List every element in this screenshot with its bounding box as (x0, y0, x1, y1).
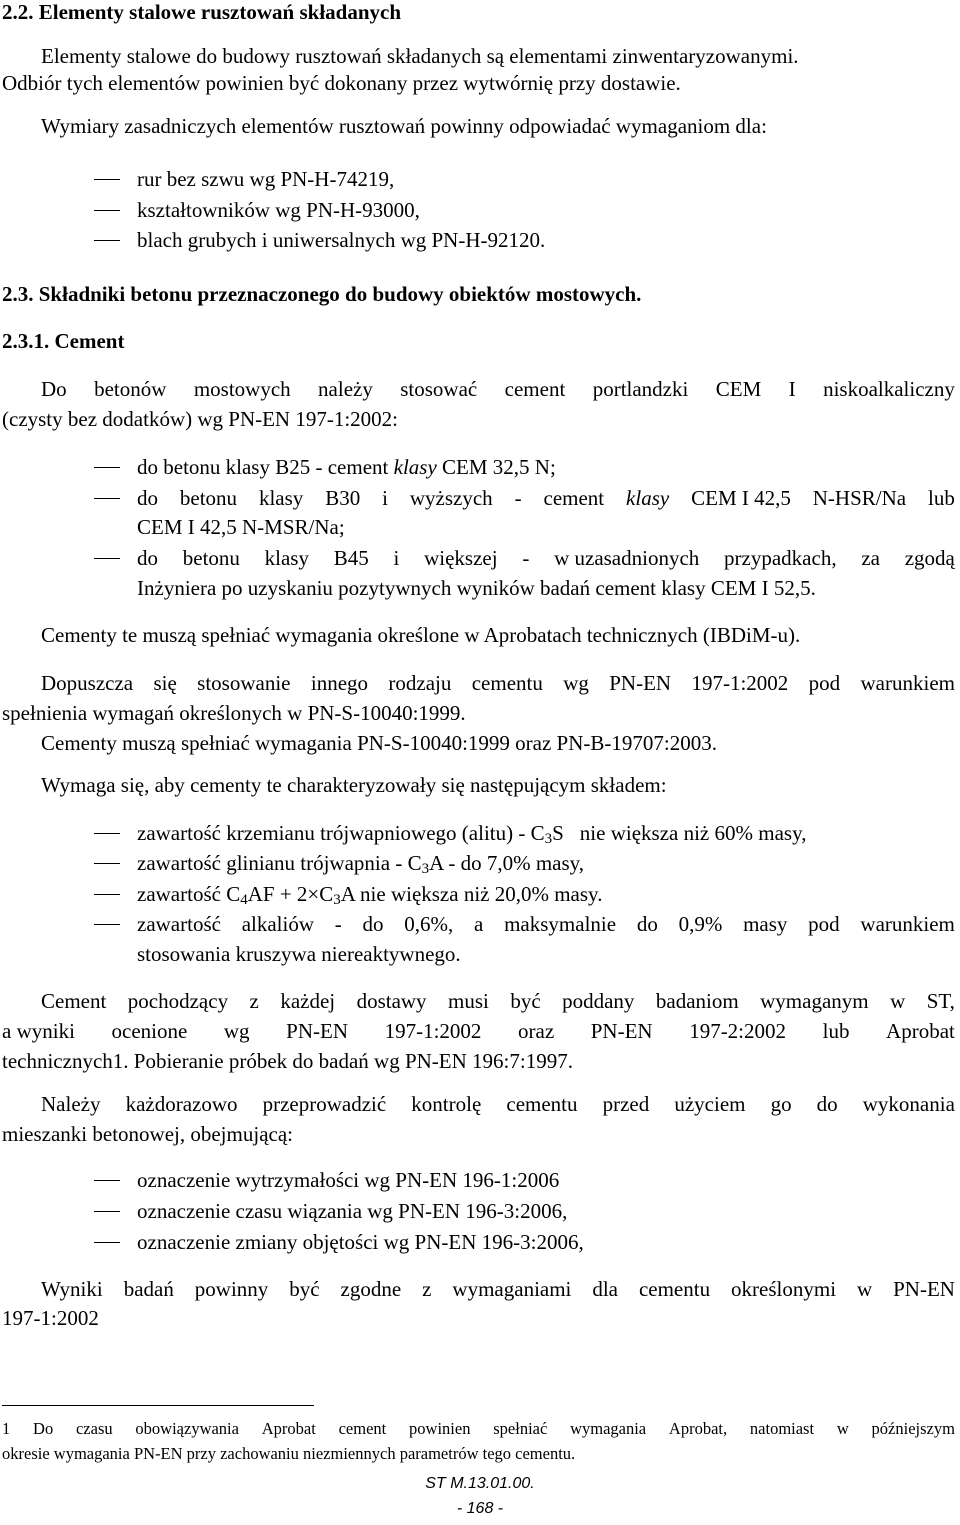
word: powinny (194, 1277, 269, 1301)
word: Aprobat (886, 1019, 955, 1043)
list-item: rur bez szwu wg PN-H-74219, (137, 167, 395, 191)
paragraph-line-justified (41, 1092, 955, 1116)
list-item-justified (137, 912, 955, 936)
text: AF + 2 (247, 882, 308, 906)
word: pod (808, 671, 841, 695)
list-dash (94, 924, 120, 925)
word: a (474, 912, 484, 936)
paragraph-line-justified (41, 671, 955, 695)
word: określonymi (731, 1277, 837, 1301)
word: B30 (325, 486, 361, 510)
word: i (393, 546, 400, 570)
word: 197-2:2002 (689, 1019, 787, 1043)
word: mostowych (193, 377, 291, 401)
word: betonu (179, 486, 238, 510)
word: cement (504, 377, 566, 401)
word: PN-EN (893, 1277, 955, 1301)
list-dash (94, 833, 120, 834)
word: Dopuszcza (41, 671, 134, 695)
word: lub (822, 1019, 850, 1043)
word: warunkiem (860, 671, 955, 695)
list-dash (94, 894, 120, 895)
word: Cement (41, 989, 107, 1013)
multiply-sign: × (307, 882, 320, 906)
word: do (137, 486, 158, 510)
word: przed (602, 1092, 650, 1116)
paragraph-line-justified (41, 1277, 955, 1301)
word: się (153, 671, 177, 695)
word: klasy (264, 546, 309, 570)
page-number: - 168 - (456, 1500, 504, 1517)
word: większej (424, 546, 498, 570)
list-item (137, 882, 602, 912)
footnote-line-justified (2, 1419, 955, 1439)
list-dash (94, 863, 120, 864)
word: przypadkach, (724, 546, 837, 570)
subscript: 3 (421, 861, 430, 877)
word: musi (448, 989, 489, 1013)
word: w uzasadnionych (554, 546, 700, 570)
word: wymaganym (760, 989, 869, 1013)
paragraph-line: Wymiary zasadniczych elementów rusztowań powinny odpowiadać wymaganiom dla: (41, 114, 767, 138)
word: oraz (518, 1019, 555, 1043)
word: ST, (926, 989, 955, 1013)
list-dash (94, 240, 120, 241)
footnote-number: 1 (2, 1419, 11, 1438)
word: 197-1:2002 (691, 671, 789, 695)
word: betonów (94, 377, 167, 401)
italic-word: klasy (626, 486, 670, 510)
word: cementu (471, 671, 543, 695)
paragraph-line: Cementy te muszą spełniać wymagania określone w Aprobatach technicznych (IBDiM-u). (41, 623, 801, 647)
subscript: 3 (544, 831, 553, 847)
word: czasu (75, 1419, 113, 1438)
list-dash (94, 467, 120, 468)
text: do betonu klasy B25 - cement (137, 455, 394, 479)
text: C (319, 882, 334, 906)
italic-text: klasy (393, 455, 437, 479)
word: wg (563, 671, 589, 695)
list-item-continuation: stosowania kruszywa niereaktywnego. (137, 942, 461, 966)
word: powinien (409, 1419, 471, 1438)
word: każdorazowo (125, 1092, 238, 1116)
word: badaniom (655, 989, 739, 1013)
word: do (816, 1092, 838, 1116)
word: niskoalkaliczny (823, 377, 955, 401)
word: Do (33, 1419, 54, 1438)
word: badań (123, 1277, 174, 1301)
list-item: kształtowników wg PN-H-93000, (137, 198, 420, 222)
word: wg (223, 1019, 250, 1043)
list-item: oznaczenie zmiany objętości wg PN-EN 196-3:2006, (137, 1230, 584, 1254)
list-item-justified (137, 486, 955, 510)
word: dostawy (356, 989, 427, 1013)
list-item-continuation: CEM I 42,5 N-MSR/Na; (137, 515, 345, 539)
word: PN-EN (286, 1019, 348, 1043)
word: użyciem (674, 1092, 746, 1116)
list-item (137, 821, 806, 851)
word: być (510, 989, 541, 1013)
word: wymagania (570, 1419, 647, 1438)
word: zawartość (137, 912, 221, 936)
paragraph-line-justified (41, 989, 955, 1013)
word: wymaganiami (452, 1277, 572, 1301)
paragraph-line: (czysty bez dodatków) wg PN-EN 197-1:2002: (2, 407, 399, 431)
word: stosowanie (197, 671, 291, 695)
word: późniejszym (871, 1419, 955, 1438)
word: w (890, 989, 906, 1013)
word: 197-1:2002 (384, 1019, 482, 1043)
section-heading-2-2: 2.2. Elementy stalowe rusztowań składanych (2, 0, 402, 24)
word: a wyniki (2, 1019, 75, 1043)
word: Wyniki (41, 1277, 103, 1301)
section-heading-2-3: 2.3. Składniki betonu przeznaczonego do budowy obiektów mostowych. (2, 282, 642, 306)
paragraph-line: Odbiór tych elementów powinien być dokonany przez wytwórnię przy dostawie. (2, 71, 681, 95)
paragraph-line: spełnienia wymagań określonych w PN-S-10040:1999. (2, 701, 466, 725)
text: nie większa niż 60% masy, (579, 821, 807, 845)
word: 0,6%, (404, 912, 454, 936)
word: N-HSR/Na (812, 486, 907, 510)
word: cementu (506, 1092, 578, 1116)
paragraph-line: Wymaga się, aby cementy te charakteryzowały się następującym składem: (41, 773, 667, 797)
word: portlandzki (592, 377, 689, 401)
page-footer-ref: ST M.13.01.00. (425, 1475, 535, 1492)
text: zawartość glinianu trójwapnia - C (137, 851, 422, 875)
word: innego (310, 671, 369, 695)
word: cement (543, 486, 605, 510)
word: Do (41, 377, 67, 401)
word: w (857, 1277, 873, 1301)
word: CEM I 42,5 (691, 486, 791, 510)
word: cementu (638, 1277, 711, 1301)
word: Należy (41, 1092, 101, 1116)
list-item-justified (137, 546, 955, 570)
list-item-continuation: Inżyniera po uzyskaniu pozytywnych wyników badań cement klasy CEM I 52,5. (137, 576, 816, 600)
word: zgodą (904, 546, 955, 570)
paragraph-line-justified (41, 377, 955, 401)
word: pochodzący (127, 989, 229, 1013)
paragraph-line: technicznych1. Pobieranie próbek do badań wg PN-EN 196:7:1997. (2, 1049, 573, 1073)
word: natomiast (749, 1419, 815, 1438)
text: zawartość C (137, 882, 241, 906)
word: go (770, 1092, 792, 1116)
list-item: oznaczenie wytrzymałości wg PN-EN 196-1:2006 (137, 1168, 560, 1192)
text: CEM 32,5 N; (436, 455, 556, 479)
word: i (382, 486, 388, 510)
list-item: oznaczenie czasu wiązania wg PN-EN 196-3:2006, (137, 1199, 568, 1223)
word: maksymalnie (504, 912, 617, 936)
list-item: blach grubych i uniwersalnych wg PN-H-92120. (137, 228, 546, 252)
word: pod (808, 912, 840, 936)
word: za (861, 546, 880, 570)
word: należy (318, 377, 373, 401)
word: alkaliów (241, 912, 315, 936)
text: zawartość krzemianu trójwapniowego (alitu) - C (137, 821, 545, 845)
paragraph-line: Cementy muszą spełniać wymagania PN-S-10040:1999 oraz PN-B-19707:2003. (41, 731, 717, 755)
list-item (137, 455, 556, 479)
word: PN-EN (609, 671, 672, 695)
word: 0,9% (678, 912, 723, 936)
word: dla (592, 1277, 618, 1301)
list-dash (94, 210, 120, 211)
list-dash (94, 1211, 120, 1212)
word: spełniać (493, 1419, 548, 1438)
word: wyższych (409, 486, 493, 510)
word: przeprowadzić (262, 1092, 387, 1116)
footnote-separator (2, 1405, 314, 1406)
word: wykonania (862, 1092, 955, 1116)
word: rodzaju (388, 671, 452, 695)
footnote-line: okresie wymagania PN-EN przy zachowaniu niezmiennych parametrów tego cementu. (2, 1444, 576, 1463)
word: być (289, 1277, 320, 1301)
word: do (636, 912, 658, 936)
word: poddany (562, 989, 635, 1013)
word: Aprobat (261, 1419, 316, 1438)
paragraph-line: 197-1:2002 (2, 1306, 99, 1330)
word: warunkiem (860, 912, 955, 936)
word: do (362, 912, 384, 936)
word: CEM (715, 377, 762, 401)
word: w (836, 1419, 849, 1438)
subscript: 4 (240, 892, 248, 908)
word: - (334, 912, 342, 936)
word: do (137, 546, 158, 570)
word: Aprobat, (668, 1419, 728, 1438)
text: A - do 7,0% masy, (429, 851, 585, 875)
word: - (514, 486, 522, 510)
list-item (137, 851, 584, 881)
word: B45 (333, 546, 369, 570)
subsection-heading-2-3-1: 2.3.1. Cement (2, 329, 125, 353)
word: obowiązywania (135, 1419, 239, 1438)
list-dash (94, 179, 120, 180)
word: betonu (182, 546, 240, 570)
word: kontrolę (411, 1092, 482, 1116)
word: I (788, 377, 796, 401)
paragraph-line: Elementy stalowe do budowy rusztowań składanych są elementami zinwentaryzowanymi. (41, 44, 799, 68)
paragraph-line-justified (2, 1019, 955, 1043)
word: z (249, 989, 259, 1013)
text: A nie większa niż 20,0% masy. (340, 882, 603, 906)
paragraph-line: mieszanki betonowej, obejmującą: (2, 1122, 293, 1146)
word: każdej (280, 989, 336, 1013)
word: - (522, 546, 530, 570)
list-dash (94, 1242, 120, 1243)
word: z (422, 1277, 432, 1301)
subscript: 3 (333, 892, 341, 908)
word: PN-EN (590, 1019, 653, 1043)
word: stosować (400, 377, 478, 401)
list-dash (94, 1180, 120, 1181)
word: zgodne (340, 1277, 402, 1301)
word: cement (338, 1419, 387, 1438)
word: klasy (258, 486, 304, 510)
list-dash (94, 558, 120, 559)
list-dash (94, 498, 120, 499)
word: masy (743, 912, 788, 936)
text: S (552, 821, 564, 845)
word: lub (928, 486, 955, 510)
word: ocenione (111, 1019, 188, 1043)
